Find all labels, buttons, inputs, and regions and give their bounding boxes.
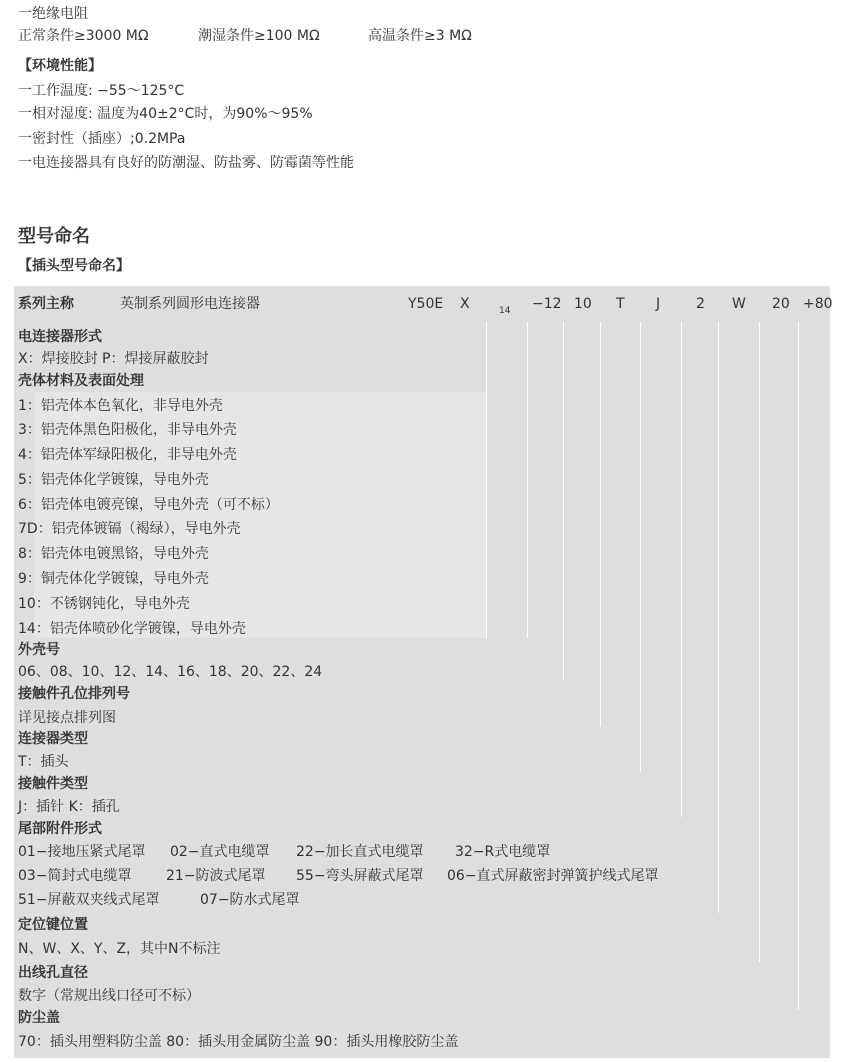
env-line: 一相对湿度: 温度为40±2°C时，为90%～95%	[18, 106, 313, 122]
section-title: 尾部附件形式	[18, 821, 102, 837]
section-line: 8：铝壳体电镀黑铬，导电外壳	[18, 546, 209, 562]
naming-subtitle: 【插头型号命名】	[18, 258, 130, 274]
section-line: T：插头	[18, 754, 69, 770]
band-code-key	[719, 286, 759, 962]
section-title: 防尘盖	[18, 1010, 60, 1026]
section-title: 外壳号	[18, 642, 60, 658]
section-line: 14：铝壳体喷砂化学镀镍，导电外壳	[18, 621, 246, 637]
environment-title: 【环境性能】	[18, 58, 102, 74]
tail-option: 07−防水式尾罩	[200, 892, 300, 908]
section-line: 5：铝壳体化学镀镍，导电外壳	[18, 472, 209, 488]
code-series: Y50E	[408, 296, 444, 312]
tail-option: 02−直式电缆罩	[170, 844, 270, 860]
series-desc: 英制系列圆形电连接器	[120, 296, 260, 312]
section-line: 9：铜壳体化学镀镍，导电外壳	[18, 571, 209, 587]
code-form: X	[460, 296, 470, 312]
code-hole: 20	[772, 296, 790, 312]
band-section-type	[14, 727, 640, 772]
series-label: 系列主称	[18, 296, 74, 312]
band-code-size	[528, 286, 563, 680]
code-cap: +80	[803, 296, 833, 312]
section-title: 接触件类型	[18, 776, 88, 792]
section-line: 4：铝壳体军绿阳极化，非导电外壳	[18, 447, 237, 463]
code-contact: J	[656, 296, 661, 312]
tail-option: 03−简封式电缆罩	[18, 868, 132, 884]
section-line: J：插针 K：插孔	[18, 799, 120, 815]
section-line: X：焊接胶封 P：焊接屏蔽胶封	[18, 351, 209, 367]
section-line: 1：铝壳体本色氧化，非导电外壳	[18, 398, 223, 414]
section-line: 10：不锈钢钝化，导电外壳	[18, 596, 190, 612]
code-type: T	[616, 296, 625, 312]
tail-option: 22−加长直式电缆罩	[296, 844, 424, 860]
tail-option: 55−弯头屏蔽式尾罩	[296, 868, 424, 884]
code-shell: 14	[499, 306, 511, 316]
env-line: 一工作温度: −55～125°C	[18, 83, 185, 99]
insulation-normal: 正常条件≥3000 MΩ	[18, 28, 149, 44]
section-title: 电连接器形式	[18, 329, 102, 345]
band-code-type	[601, 286, 640, 772]
insulation-humid: 潮湿条件≥100 MΩ	[198, 28, 320, 44]
band-code-cap	[799, 286, 830, 1058]
band-code-contact-arr	[564, 286, 600, 727]
section-title: 出线孔直径	[18, 965, 88, 981]
section-line: 3：铝壳体黑色阳极化，非导电外壳	[18, 422, 237, 438]
tail-option: 32−R式电缆罩	[455, 844, 551, 860]
env-line: 一密封性（插座）;0.2MPa	[18, 131, 186, 147]
section-title: 定位键位置	[18, 917, 88, 933]
code-size: −12	[532, 296, 562, 312]
section-line: N、W、X、Y、Z，其中N不标注	[18, 941, 221, 957]
insulation-title: 一绝缘电阻	[18, 6, 88, 22]
section-line: 7D：铝壳体镀镉（褐绿），导电外壳	[18, 521, 241, 537]
section-title: 连接器类型	[18, 731, 88, 747]
insulation-hot: 高温条件≥3 MΩ	[368, 28, 472, 44]
section-title: 壳体材料及表面处理	[18, 373, 144, 389]
naming-title: 型号命名	[18, 226, 90, 247]
section-line: 06、08、10、12、14、16、18、20、22、24	[18, 664, 323, 680]
tail-option: 01−接地压紧式尾罩	[18, 844, 146, 860]
section-line: 数字（常规出线口径可不标）	[18, 988, 200, 1004]
section-line: 6：铝壳体电镀亮镍，导电外壳（可不标）	[18, 497, 279, 513]
code-tail: 2	[696, 296, 705, 312]
env-line: 一电连接器具有良好的防潮湿、防盐雾、防霉菌等性能	[18, 155, 354, 171]
code-arr: 10	[574, 296, 592, 312]
code-key: W	[732, 296, 746, 312]
band-code-contact	[641, 286, 681, 817]
tail-option: 51−屏蔽双夹线式尾罩	[18, 892, 160, 908]
tail-option: 21−防波式尾罩	[166, 868, 266, 884]
tail-option: 06−直式屏蔽密封弹簧护线式尾罩	[447, 868, 659, 884]
band-code-hole	[760, 286, 798, 1010]
section-line: 详见接点排列图	[18, 710, 116, 726]
band-code-shell	[487, 286, 527, 638]
section-line: 70：插头用塑料防尘盖 80：插头用金属防尘盖 90：插头用橡胶防尘盖	[18, 1034, 459, 1050]
section-title: 接触件孔位排列号	[18, 686, 130, 702]
